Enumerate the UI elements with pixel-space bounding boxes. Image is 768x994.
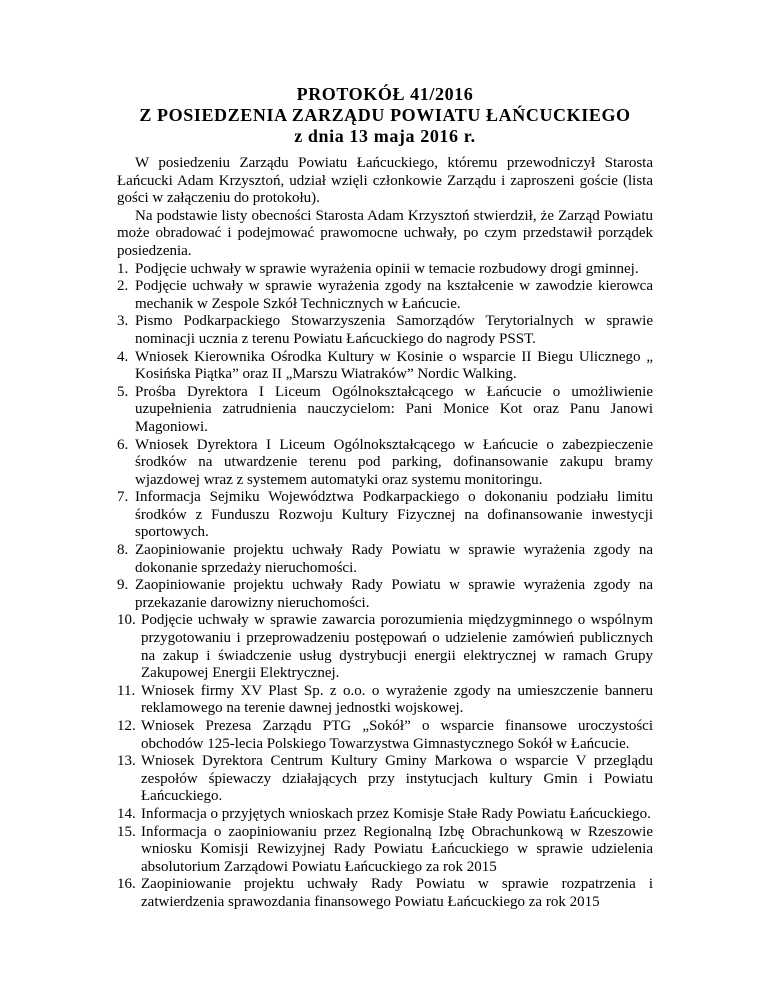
agenda-item-number: 16.: [117, 876, 136, 893]
agenda-item: [117, 683, 653, 718]
agenda-item: [117, 753, 653, 806]
agenda-item-number: 14.: [117, 805, 136, 822]
agenda-item-number: 3.: [117, 313, 129, 330]
agenda-item: [117, 876, 653, 911]
title-date: z dnia 13 maja 2016 r.: [294, 126, 476, 146]
agenda-item-text: Wniosek Dyrektora Centrum Kultury Gminy Markowa o wsparcie V przeglądu zespołów śpiewaczy działających przy instytucjach kultury Gmin i Powiatu Łańcuckiego.: [141, 753, 653, 805]
agenda-item: [117, 718, 653, 753]
agenda-item-number: 9.: [117, 577, 129, 594]
agenda-item-number: 4.: [117, 348, 129, 365]
agenda-item: [117, 612, 653, 682]
agenda-item-text: Wniosek Prezesa Zarządu PTG „Sokół” o wsparcie finansowe uroczystości obchodów 125-lecia Polskiego Towarzystwa Gimnastycznego Sokół w Łańcucie.: [141, 718, 653, 752]
agenda-item-number: 5.: [117, 383, 129, 400]
agenda-item-text: Zaopiniowanie projektu uchwały Rady Powiatu w sprawie wyrażenia zgody na przekazanie darowizny nieruchomości.: [135, 577, 653, 611]
agenda-item-number: 2.: [117, 278, 129, 295]
agenda-item-number: 13.: [117, 753, 136, 770]
agenda-item-text: Zaopiniowanie projektu uchwały Rady Powiatu w sprawie rozpatrzenia i zatwierdzenia sprawozdania finansowego Powiatu Łańcuckiego za rok 2015: [141, 876, 653, 910]
agenda-item: [117, 437, 653, 490]
agenda-item-number: 8.: [117, 542, 129, 559]
title-protocol-number: PROTOKÓŁ 41/2016: [296, 84, 474, 104]
agenda-item-number: 1.: [117, 260, 129, 277]
agenda-item-text: Informacja o zaopiniowaniu przez Regionalną Izbę Obrachunkową w Rzeszowie wniosku Komisji Rewizyjnej Rady Powiatu Łańcuckiego w sprawie udzielenia absolutorium Zarządowi Powiatu Łańcuckiego za rok 2015: [141, 823, 653, 875]
agenda-item: [117, 824, 653, 877]
agenda-item-text: Podjęcie uchwały w sprawie zawarcia porozumienia międzygminnego o wspólnym przygotowaniu i przeprowadzeniu postępowań o udzielenie zamówień publicznych na zakup i świadczenie usług dystrybucji energii elektrycznej w ramach Grupy Zakupowej Energii Elektrycznej.: [141, 612, 653, 682]
intro-paragraph: W posiedzeniu Zarządu Powiatu Łańcuckiego, któremu przewodniczył Starosta Łańcucki Adam Krzysztoń, udział wzięli członkowie Zarządu i zaproszeni goście (lista gości w załączeniu do protokołu).: [117, 155, 653, 207]
document-title: [117, 84, 653, 147]
agenda-item: [117, 313, 653, 348]
agenda-item-number: 15.: [117, 823, 136, 840]
title-meeting-body: Z POSIEDZENIA ZARZĄDU POWIATU ŁAŃCUCKIEGO: [139, 105, 631, 125]
agenda-item-number: 10.: [117, 612, 136, 629]
agenda-item-text: Wniosek firmy XV Plast Sp. z o.o. o wyrażenie zgody na umieszczenie banneru reklamowego na terenie dawnej jednostki wojskowej.: [141, 682, 653, 717]
agenda-item-text: Wniosek Dyrektora I Liceum Ogólnokształcącego w Łańcucie o zabezpieczenie środków na utwardzenie terenu pod parking, dofinansowanie zakupu bramy wjazdowej wraz z systemem automatyki oraz systemu monitoringu.: [135, 436, 653, 488]
agenda-item: [117, 542, 653, 577]
agenda-item: [117, 278, 653, 313]
agenda-item-text: Zaopiniowanie projektu uchwały Rady Powiatu w sprawie wyrażenia zgody na dokonanie sprzedaży nieruchomości.: [135, 542, 653, 576]
agenda-item: [117, 384, 653, 437]
agenda-item-number: 12.: [117, 718, 136, 734]
document-page: [117, 84, 653, 912]
agenda-item: [117, 261, 653, 279]
agenda-item: [117, 806, 653, 824]
agenda-list: [117, 261, 653, 912]
agenda-item-text: Podjęcie uchwały w sprawie wyrażenia opinii w temacie rozbudowy drogi gminnej.: [135, 260, 639, 277]
agenda-item-text: Pismo Podkarpackiego Stowarzyszenia Samorządów Terytorialnych w sprawie nominacji ucznia z terenu Powiatu Łańcuckiego do nagrody PSST.: [135, 313, 653, 347]
agenda-item-text: Podjęcie uchwały w sprawie wyrażenia zgody na kształcenie w zawodzie kierowca mechanik w Zespole Szkół Technicznych w Łańcucie.: [135, 278, 653, 312]
agenda-item-text: Prośba Dyrektora I Liceum Ogólnokształcącego w Łańcucie o umożliwienie uzupełnienia zatrudnienia nauczycielom: Pani Monice Kot oraz Panu Janowi Magoniowi.: [135, 383, 653, 435]
agenda-item-number: 7.: [117, 489, 129, 506]
agenda-item-text: Informacja o przyjętych wnioskach przez Komisje Stałe Rady Powiatu Łańcuckiego.: [141, 805, 651, 822]
agenda-item-number: 11.: [117, 682, 136, 699]
agenda-item: [117, 349, 653, 384]
quorum-paragraph: Na podstawie listy obecności Starosta Adam Krzysztoń stwierdził, że Zarząd Powiatu może obradować i podejmować prawomocne uchwały, po czym przedstawił porządek posiedzenia.: [117, 207, 653, 259]
agenda-item-text: Wniosek Kierownika Ośrodka Kultury w Kosinie o wsparcie II Biegu Ulicznego „ Kosińska Piątka” oraz II „Marszu Wiatraków” Nordic Walking.: [135, 348, 653, 383]
agenda-item-text: Informacja Sejmiku Województwa Podkarpackiego o dokonaniu podziału limitu środków z Funduszu Rozwoju Kultury Fizycznej na dofinansowanie inwestycji sportowych.: [135, 489, 653, 541]
agenda-item: [117, 489, 653, 542]
agenda-item: [117, 577, 653, 612]
agenda-item-number: 6.: [117, 436, 129, 453]
